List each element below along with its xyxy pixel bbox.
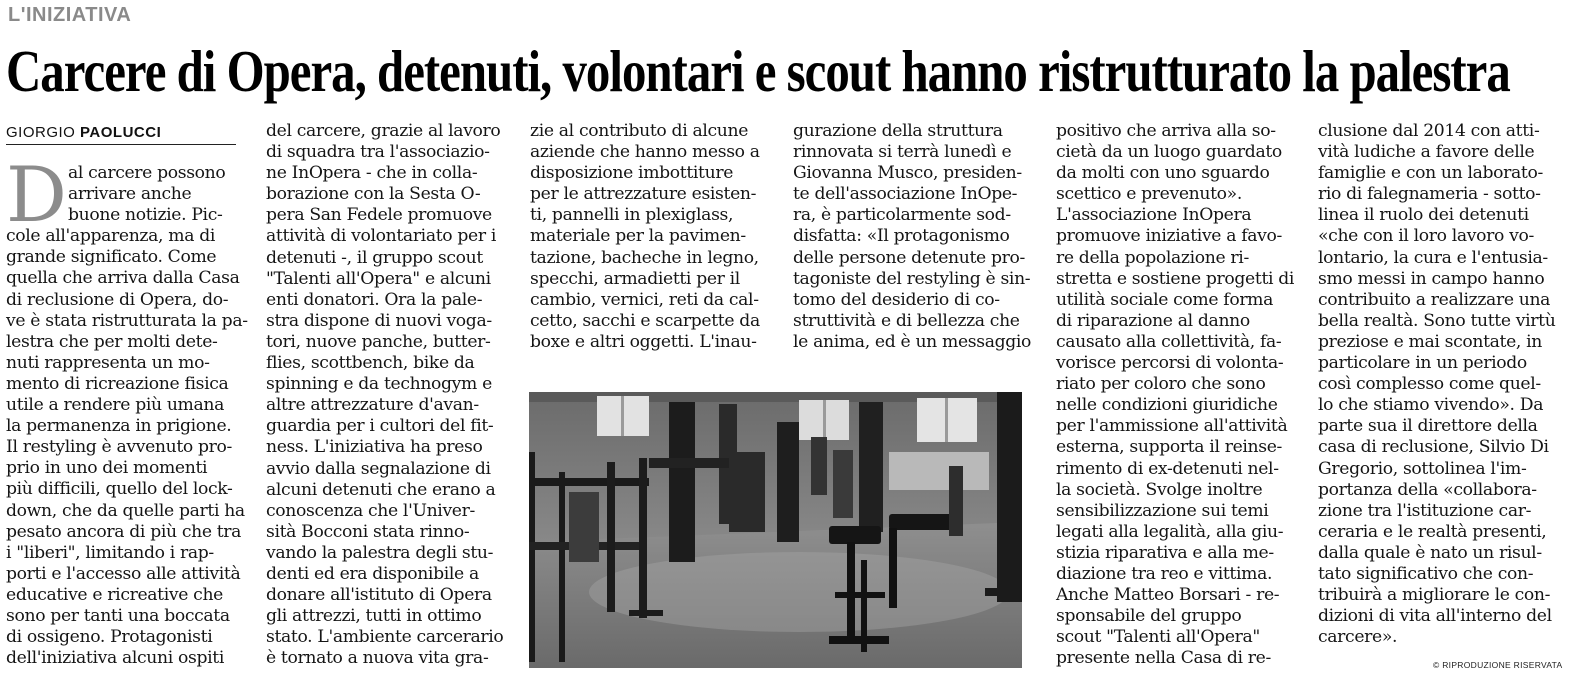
article-line: stra dispone di nuovi voga- — [266, 310, 492, 331]
article-line: prio in uno dei momenti — [6, 458, 208, 479]
article-line: boxe e altri oggetti. L'inau- — [530, 331, 757, 352]
article-line: tagoniste del restyling è sin- — [793, 268, 1031, 289]
article-line: educative e ricreative che — [6, 584, 223, 605]
article-line: mento di ricreazione fisica — [6, 373, 229, 394]
article-line: causato alla collettività, fa- — [1056, 331, 1282, 352]
article-line: spinning e da technogym e — [266, 374, 492, 395]
article-line: vando la palestra degli stu- — [266, 542, 494, 563]
article-line: legati alla legalità, alla giu- — [1056, 521, 1284, 542]
article-line: particolare in un periodo — [1318, 353, 1527, 374]
article-line: la società. Svolge inoltre — [1056, 479, 1263, 500]
article-line: linea il ruolo dei detenuti — [1318, 205, 1529, 226]
article-line: tomo del desiderio di co- — [793, 289, 1000, 310]
article-line: presente nella Casa di re- — [1056, 648, 1271, 669]
article-line: flies, scottbench, bike da — [266, 353, 475, 374]
article-line: gurazione della struttura — [793, 121, 1003, 141]
article-column-5 — [1056, 121, 1295, 669]
article-line: quella che arriva dalla Casa — [6, 268, 240, 289]
article-line: positivo che arriva alla so- — [1056, 121, 1276, 141]
article-line: cetto, sacchi e scarpette da — [530, 310, 760, 331]
article-line: down, che da quelle parti ha — [6, 500, 245, 521]
article-line: buone notizie. Pic- — [68, 205, 223, 226]
article-line: promuove iniziative a favo- — [1056, 226, 1282, 247]
article-line: gli attrezzi, tutti in ottimo — [266, 606, 482, 627]
article-line: cietà da un luogo guardato — [1056, 142, 1282, 163]
gym-photo — [529, 392, 1022, 668]
article-line: attività di volontariato per i — [266, 226, 496, 247]
article-line: di reclusione di Opera, do- — [6, 289, 229, 310]
article-line: portanza della «collabora- — [1318, 479, 1537, 500]
article-line: per l'ammissione all'attività — [1056, 416, 1288, 437]
article-line: di squadra tra l'associazio- — [266, 142, 490, 163]
article-line: ness. L'iniziativa ha preso — [266, 437, 483, 458]
article-line: grande significato. Come — [6, 247, 217, 268]
article-line: disposizione imbottiture — [530, 163, 734, 184]
article-line: disfatta: «Il protagonismo — [793, 226, 1010, 247]
article-line: del carcere, grazie al lavoro — [266, 121, 501, 141]
article-line: parte sua il direttore della — [1318, 416, 1538, 437]
article-line: L'associazione InOpera — [1056, 205, 1252, 226]
article-line: utile a rendere più umana — [6, 395, 225, 416]
article-line: così complesso come quel- — [1318, 374, 1541, 395]
article-line: borazione con la Sesta O- — [266, 184, 481, 205]
article-line: ti, pannelli in plexiglass, — [530, 205, 734, 226]
article-line: donare all'istituto di Opera — [266, 585, 492, 606]
article-line: tori, nuove panche, butter- — [266, 331, 491, 352]
byline — [6, 124, 236, 145]
article-line: ne InOpera - che in colla- — [266, 163, 478, 184]
article-line: rimento di ex-detenuti nel- — [1056, 458, 1279, 479]
article-line: rio di falegnameria - sotto- — [1318, 184, 1541, 205]
article-line: più difficili, quello del lock- — [6, 479, 233, 500]
article-line: pera San Fedele promuove — [266, 205, 492, 226]
article-line: lo che stiamo vivendo». Da — [1318, 395, 1544, 416]
article-line: cole all'apparenza, ma di — [6, 226, 216, 247]
article-line: per le attrezzature esisten- — [530, 184, 757, 205]
article-line: guardia per i cultori del fit- — [266, 416, 494, 437]
article-line: zie al contributo di alcune — [530, 121, 749, 141]
article-column-1 — [6, 150, 248, 669]
article-line: delle persone detenute pro- — [793, 247, 1025, 268]
article-line: la permanenza in prigione. — [6, 416, 232, 437]
article-line: nelle condizioni giuridiche — [1056, 395, 1278, 416]
article-line: lestra che per molti dete- — [6, 331, 218, 352]
article-line: i "liberi", limitando i rap- — [6, 542, 214, 563]
article-line: denti ed era disponibile a — [266, 563, 479, 584]
article-line: tribuirà a migliorare le con- — [1318, 585, 1551, 606]
copyright-notice: © RIPRODUZIONE RISERVATA — [1433, 660, 1563, 670]
article-line: nuti rappresenta un mo- — [6, 352, 210, 373]
article-line: scout "Talenti all'Opera" — [1056, 627, 1260, 648]
article-line: "Talenti all'Opera" e alcuni — [266, 268, 491, 289]
article-line: sensibilizzazione sui temi — [1056, 500, 1269, 521]
article-line: enti donatori. Ora la pale- — [266, 289, 483, 310]
article-line: porti e l'accesso alle attività — [6, 563, 241, 584]
article-line: «che con il loro lavoro vo- — [1318, 226, 1534, 247]
article-line: altre attrezzature d'avan- — [266, 395, 479, 416]
article-line: è tornato a nuova vita gra- — [266, 648, 489, 669]
article-line: casa di reclusione, Silvio Di — [1318, 437, 1549, 458]
article-line: arrivare anche — [68, 184, 192, 205]
article-line: dizioni di vita all'interno del — [1318, 606, 1552, 627]
article-line: preziose e mai scontate, in — [1318, 331, 1543, 352]
article-line: vorisce percorsi di volonta- — [1056, 353, 1284, 374]
article-column-3 — [530, 121, 762, 353]
article-line: da molti con uno sguardo — [1056, 163, 1270, 184]
article-line: struttività e di bellezza che — [793, 310, 1020, 331]
article-line: utilità sociale come forma — [1056, 289, 1274, 310]
article-line: sponsabile del gruppo — [1056, 606, 1242, 627]
article-line: riato per coloro che sono — [1056, 374, 1266, 395]
article-line: clusione dal 2014 con atti- — [1318, 121, 1540, 141]
article-line: Giovanna Musco, presiden- — [793, 163, 1022, 184]
drop-cap: D — [6, 150, 67, 239]
article-line: Il restyling è avvenuto pro- — [6, 437, 233, 458]
article-line: contribuito a realizzare una — [1318, 289, 1551, 310]
article-line: stretta e sostiene progetti di — [1056, 268, 1295, 289]
article-line: avvio dalla segnalazione di — [266, 458, 491, 479]
article-line: detenuti -, il gruppo scout — [266, 247, 483, 268]
article-line: le anima, ed è un messaggio — [793, 331, 1032, 352]
article-column-2 — [266, 121, 504, 669]
article-line: ceraria e le realtà presenti, — [1318, 521, 1547, 542]
article-line: bella realtà. Sono tutte virtù — [1318, 310, 1556, 331]
article-line: conoscenza che l'Univer- — [266, 500, 475, 521]
article-line: scettico e prevenuto». — [1056, 184, 1242, 205]
article-column-4 — [793, 121, 1032, 353]
article-line: smo messi in campo hanno — [1318, 268, 1545, 289]
article-line: re della popolazione ri- — [1056, 247, 1249, 268]
article-line: tazione, bacheche in legno, — [530, 247, 759, 268]
article-line: esterna, supporta il reinse- — [1056, 437, 1283, 458]
article-line: stizia riparativa e alla me- — [1056, 542, 1274, 563]
article-line: sità Bocconi stata rinno- — [266, 521, 470, 542]
byline-last-name: PAOLUCCI — [80, 124, 162, 141]
article-line: materiale per la pavimen- — [530, 226, 746, 247]
article-line: Anche Matteo Borsari - re- — [1056, 585, 1280, 606]
article-line: te dell'associazione InOpe- — [793, 184, 1018, 205]
headline: Carcere di Opera, detenuti, volontari e scout hanno ristrutturato la palestra — [6, 38, 1510, 104]
article-line: diazione tra reo e vittima. — [1056, 563, 1273, 584]
article-line: sono per tanti una boccata — [6, 605, 230, 626]
article-line: cambio, vernici, reti da cal- — [530, 289, 759, 310]
article-line: zione tra l'istituzione car- — [1318, 500, 1532, 521]
article-line: aziende che hanno messo a — [530, 142, 760, 163]
article-line: specchi, armadietti per il — [530, 268, 740, 289]
article-line: dalla quale è nato un risul- — [1318, 542, 1542, 563]
article-line: vità ludiche a favore delle — [1318, 142, 1535, 163]
article-line: di ossigeno. Protagonisti — [6, 627, 213, 648]
article-line: dell'iniziativa alcuni ospiti — [6, 648, 224, 669]
article-line: carcere». — [1318, 627, 1398, 648]
article-line: tato significativo che con- — [1318, 563, 1534, 584]
article-line: Gregorio, sottolinea l'im- — [1318, 458, 1527, 479]
article-line: alcuni detenuti che erano a — [266, 479, 496, 500]
article-line: al carcere possono — [68, 163, 226, 183]
section-kicker: L'INIZIATIVA — [8, 4, 132, 26]
article-line: pesato ancora di più che tra — [6, 521, 242, 542]
article-line: rinnovata si terrà lunedì e — [793, 142, 1012, 163]
article-line: ra, è particolarmente sod- — [793, 205, 1011, 226]
article-line: lontario, la cura e l'entusia- — [1318, 247, 1548, 268]
article-line: famiglie e con un laborato- — [1318, 163, 1543, 184]
article-line: di riparazione al danno — [1056, 310, 1250, 331]
article-column-6 — [1318, 121, 1556, 648]
article-line: stato. L'ambiente carcerario — [266, 627, 504, 648]
byline-first-name: GIORGIO — [6, 124, 76, 141]
article-line: ve è stata ristrutturata la pa- — [6, 310, 248, 331]
